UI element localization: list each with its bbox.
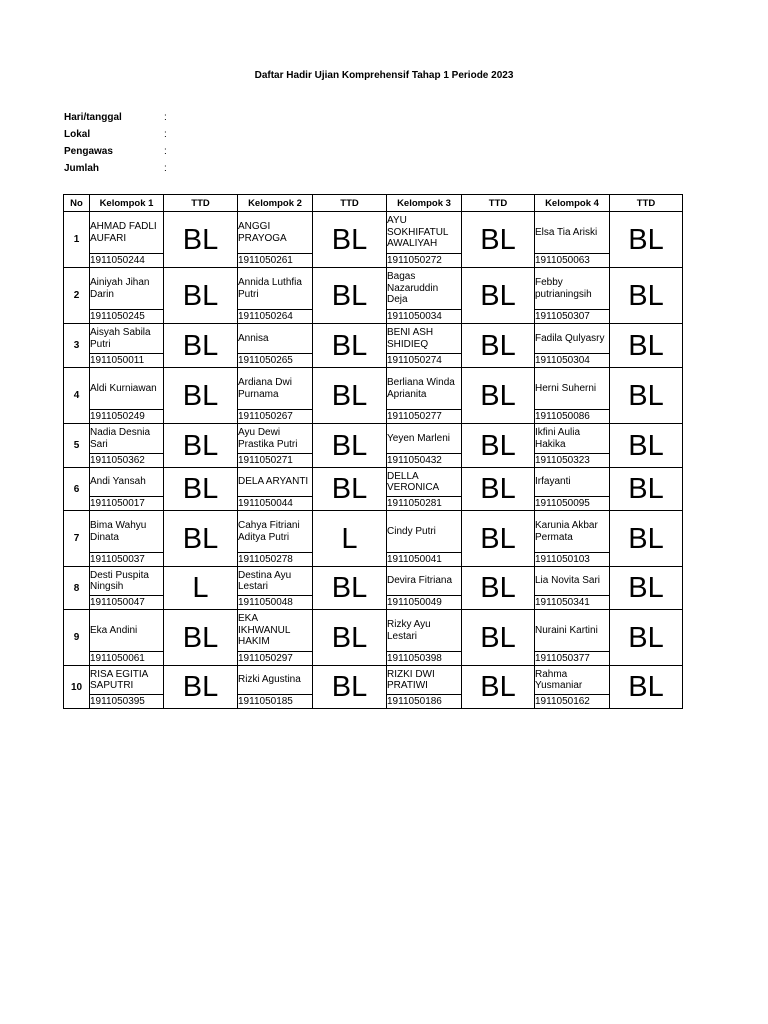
student-nim: 1911050341 (535, 596, 610, 610)
student-nim: 1911050274 (387, 354, 462, 368)
signature-mark: BL (164, 511, 238, 567)
student-nim: 1911050304 (535, 354, 610, 368)
row-number: 2 (64, 268, 90, 324)
student-nim: 1911050395 (90, 695, 164, 709)
student-nim: 1911050162 (535, 695, 610, 709)
row-number: 4 (64, 368, 90, 424)
signature-mark: BL (462, 567, 535, 610)
table-row (64, 324, 683, 354)
student-name: RISA EGITIA SAPUTRI (90, 666, 164, 695)
student-nim: 1911050103 (535, 553, 610, 567)
table-row (64, 610, 683, 652)
table-row (64, 212, 683, 254)
row-number: 10 (64, 666, 90, 709)
student-name: EKA IKHWANUL HAKIM (238, 610, 313, 652)
row-number: 5 (64, 424, 90, 468)
student-nim: 1911050044 (238, 497, 313, 511)
signature-mark: BL (313, 212, 387, 268)
column-header: Kelompok 4 (535, 195, 610, 212)
student-name: Bima Wahyu Dinata (90, 511, 164, 553)
student-name: Cindy Putri (387, 511, 462, 553)
signature-mark: BL (462, 424, 535, 468)
student-nim: 1911050281 (387, 497, 462, 511)
column-header: No (64, 195, 90, 212)
student-name: Berliana Winda Aprianita (387, 368, 462, 410)
student-name: Annida Luthfia Putri (238, 268, 313, 310)
student-name: Lia Novita Sari (535, 567, 610, 596)
signature-mark: BL (610, 666, 683, 709)
student-nim: 1911050063 (535, 254, 610, 268)
row-number: 3 (64, 324, 90, 368)
signature-mark: BL (164, 424, 238, 468)
column-header: Kelompok 1 (90, 195, 164, 212)
student-name: Rizky Ayu Lestari (387, 610, 462, 652)
table-row (64, 424, 683, 454)
student-nim: 1911050017 (90, 497, 164, 511)
column-header: TTD (610, 195, 683, 212)
signature-mark: BL (462, 511, 535, 567)
student-name: Eka Andini (90, 610, 164, 652)
info-colon: : (164, 112, 167, 123)
student-nim: 1911050034 (387, 310, 462, 324)
student-name: Ikfini Aulia Hakika (535, 424, 610, 454)
signature-mark: L (164, 567, 238, 610)
student-nim: 1911050185 (238, 695, 313, 709)
student-nim: 1911050272 (387, 254, 462, 268)
table-row (64, 468, 683, 497)
student-name: DELA ARYANTI (238, 468, 313, 497)
signature-mark: BL (462, 268, 535, 324)
info-label: Pengawas (64, 146, 113, 157)
signature-mark: BL (313, 324, 387, 368)
student-name: Nadia Desnia Sari (90, 424, 164, 454)
page-title: Daftar Hadir Ujian Komprehensif Tahap 1 Periode 2023 (254, 70, 514, 81)
table-header-row (64, 195, 683, 212)
table-row (64, 567, 683, 596)
signature-mark: BL (610, 424, 683, 468)
signature-mark: BL (313, 424, 387, 468)
column-header: TTD (313, 195, 387, 212)
student-name: Devira Fitriana (387, 567, 462, 596)
student-name: Rahma Yusmaniar (535, 666, 610, 695)
column-header: Kelompok 3 (387, 195, 462, 212)
signature-mark: BL (164, 610, 238, 666)
student-nim: 1911050186 (387, 695, 462, 709)
signature-mark: BL (610, 268, 683, 324)
student-nim: 1911050271 (238, 454, 313, 468)
student-name: Fadila Qulyasry (535, 324, 610, 354)
row-number: 1 (64, 212, 90, 268)
student-nim: 1911050277 (387, 410, 462, 424)
student-name: Elsa Tia Ariski (535, 212, 610, 254)
signature-mark: BL (313, 368, 387, 424)
table-row (64, 666, 683, 695)
student-name: Febby putrianingsih (535, 268, 610, 310)
info-colon: : (164, 163, 167, 174)
student-nim: 1911050307 (535, 310, 610, 324)
student-nim: 1911050047 (90, 596, 164, 610)
student-name: DELLA VERONICA (387, 468, 462, 497)
student-nim: 1911050323 (535, 454, 610, 468)
signature-mark: BL (462, 212, 535, 268)
student-name: Desti Puspita Ningsih (90, 567, 164, 596)
student-name: Andi Yansah (90, 468, 164, 497)
student-name: Irfayanti (535, 468, 610, 497)
student-name: Bagas Nazaruddin Deja (387, 268, 462, 310)
student-name: Herni Suherni (535, 368, 610, 410)
student-nim: 1911050086 (535, 410, 610, 424)
table-row (64, 268, 683, 310)
signature-mark: BL (462, 610, 535, 666)
info-label: Hari/tanggal (64, 112, 122, 123)
student-name: Ayu Dewi Prastika Putri (238, 424, 313, 454)
student-name: ANGGI PRAYOGA (238, 212, 313, 254)
student-name: RIZKI DWI PRATIWI (387, 666, 462, 695)
column-header: TTD (164, 195, 238, 212)
signature-mark: BL (610, 324, 683, 368)
signature-mark: BL (462, 666, 535, 709)
student-nim: 1911050264 (238, 310, 313, 324)
signature-mark: BL (610, 567, 683, 610)
student-name: Rizki Agustina (238, 666, 313, 695)
info-label: Jumlah (64, 163, 100, 174)
signature-mark: BL (462, 324, 535, 368)
signature-mark: BL (610, 212, 683, 268)
student-name: Aldi Kurniawan (90, 368, 164, 410)
row-number: 9 (64, 610, 90, 666)
student-nim: 1911050245 (90, 310, 164, 324)
signature-mark: BL (610, 511, 683, 567)
student-nim: 1911050041 (387, 553, 462, 567)
row-number: 8 (64, 567, 90, 610)
student-name: Cahya Fitriani Aditya Putri (238, 511, 313, 553)
row-number: 7 (64, 511, 90, 567)
table-body (64, 212, 683, 709)
student-name: Karunia Akbar Permata (535, 511, 610, 553)
column-header: TTD (462, 195, 535, 212)
student-name: AHMAD FADLI AUFARI (90, 212, 164, 254)
signature-mark: BL (313, 567, 387, 610)
signature-mark: BL (313, 666, 387, 709)
signature-mark: BL (313, 610, 387, 666)
student-name: BENI ASH SHIDIEQ (387, 324, 462, 354)
student-nim: 1911050037 (90, 553, 164, 567)
column-header: Kelompok 2 (238, 195, 313, 212)
student-name: Yeyen Marleni (387, 424, 462, 454)
student-nim: 1911050377 (535, 652, 610, 666)
student-name: Destina Ayu Lestari (238, 567, 313, 596)
student-nim: 1911050244 (90, 254, 164, 268)
signature-mark: BL (610, 610, 683, 666)
student-nim: 1911050048 (238, 596, 313, 610)
info-colon: : (164, 146, 167, 157)
signature-mark: L (313, 511, 387, 567)
student-name: Ardiana Dwi Purnama (238, 368, 313, 410)
student-name: AYU SOKHIFATUL AWALIYAH (387, 212, 462, 254)
student-nim: 1911050432 (387, 454, 462, 468)
student-nim: 1911050362 (90, 454, 164, 468)
signature-mark: BL (313, 468, 387, 511)
attendance-table (63, 194, 683, 709)
student-nim: 1911050011 (90, 354, 164, 368)
signature-mark: BL (164, 368, 238, 424)
signature-mark: BL (164, 468, 238, 511)
student-nim: 1911050297 (238, 652, 313, 666)
signature-mark: BL (610, 468, 683, 511)
student-nim: 1911050249 (90, 410, 164, 424)
student-nim: 1911050267 (238, 410, 313, 424)
signature-mark: BL (462, 468, 535, 511)
info-label: Lokal (64, 129, 91, 140)
info-colon: : (164, 129, 167, 140)
student-name: Aisyah Sabila Putri (90, 324, 164, 354)
signature-mark: BL (164, 268, 238, 324)
student-name: Annisa (238, 324, 313, 354)
student-nim: 1911050049 (387, 596, 462, 610)
student-name: Ainiyah Jihan Darin (90, 268, 164, 310)
row-number: 6 (64, 468, 90, 511)
student-nim: 1911050278 (238, 553, 313, 567)
student-nim: 1911050398 (387, 652, 462, 666)
student-name: Nuraini Kartini (535, 610, 610, 652)
table-row (64, 368, 683, 410)
student-nim: 1911050095 (535, 497, 610, 511)
signature-mark: BL (462, 368, 535, 424)
student-nim: 1911050265 (238, 354, 313, 368)
student-nim: 1911050061 (90, 652, 164, 666)
table-row (64, 511, 683, 553)
signature-mark: BL (313, 268, 387, 324)
signature-mark: BL (164, 212, 238, 268)
signature-mark: BL (610, 368, 683, 424)
signature-mark: BL (164, 324, 238, 368)
signature-mark: BL (164, 666, 238, 709)
student-nim: 1911050261 (238, 254, 313, 268)
